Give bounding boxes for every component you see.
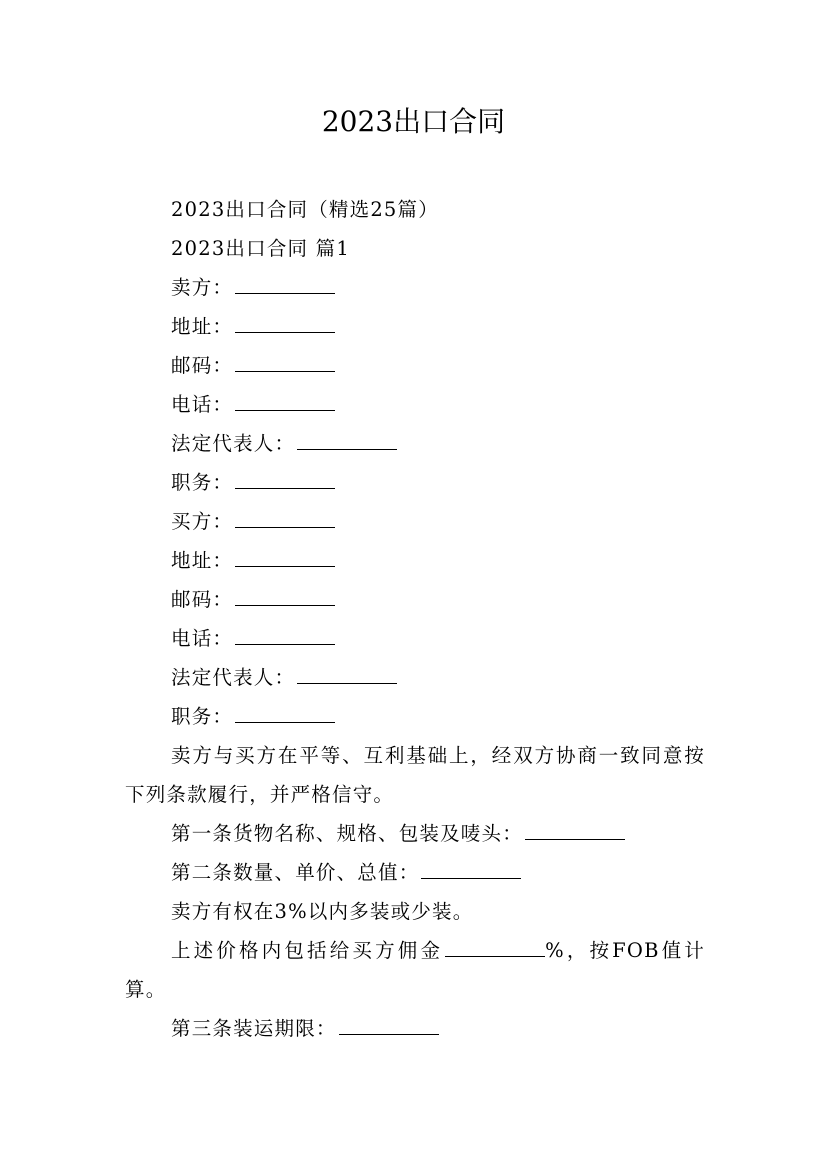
- seller-address-field: [125, 307, 705, 346]
- field-label: 职务：: [171, 705, 234, 728]
- field-label: 邮码：: [171, 354, 234, 377]
- field-label: 地址：: [171, 549, 234, 572]
- commission-paragraph: [125, 931, 705, 1009]
- document-subtitle: 2023出口合同（精选25篇）: [171, 198, 439, 221]
- fill-in-blank: [235, 370, 335, 372]
- field-label: 卖方：: [171, 276, 234, 299]
- field-label: 邮码：: [171, 588, 234, 611]
- seller-position-field: [125, 463, 705, 502]
- seller-name-field: [125, 268, 705, 307]
- article-2-label: 第二条数量、单价、总值：: [171, 861, 420, 884]
- fill-in-blank: [339, 1033, 439, 1035]
- article-2: [125, 853, 705, 892]
- fill-in-blank: [235, 331, 335, 333]
- buyer-address-field: [125, 541, 705, 580]
- fill-in-blank: [421, 877, 521, 879]
- field-label: 法定代表人：: [171, 666, 296, 689]
- article-1: [125, 814, 705, 853]
- field-label: 电话：: [171, 627, 234, 650]
- buyer-phone-field: [125, 619, 705, 658]
- section-heading: 2023出口合同 篇1: [171, 237, 350, 260]
- article-3-label: 第三条装运期限：: [171, 1017, 337, 1040]
- fill-in-blank: [235, 487, 335, 489]
- fill-in-blank: [445, 955, 545, 957]
- commission-prefix: 上述价格内包括给买方佣金: [171, 939, 444, 962]
- seller-legal-rep-field: [125, 424, 705, 463]
- field-label: 法定代表人：: [171, 432, 296, 455]
- fill-in-blank: [235, 526, 335, 528]
- article-1-label: 第一条货物名称、规格、包装及唛头：: [171, 822, 523, 845]
- fill-in-blank: [235, 409, 335, 411]
- intro-paragraph: 卖方与买方在平等、互利基础上，经双方协商一致同意按下列条款履行，并严格信守。: [125, 744, 705, 806]
- field-label: 电话：: [171, 393, 234, 416]
- buyer-position-field: [125, 697, 705, 736]
- buyer-name-field: [125, 502, 705, 541]
- fill-in-blank: [297, 448, 397, 450]
- fill-in-blank: [297, 682, 397, 684]
- document-body: [125, 190, 705, 1048]
- document-title: 2023出口合同: [321, 105, 506, 138]
- seller-postcode-field: [125, 346, 705, 385]
- field-label: 买方：: [171, 510, 234, 533]
- field-label: 地址：: [171, 315, 234, 338]
- fill-in-blank: [235, 604, 335, 606]
- commission-suffix: %，按FOB值计算。: [125, 939, 705, 1001]
- buyer-legal-rep-field: [125, 658, 705, 697]
- fill-in-blank: [235, 292, 335, 294]
- field-label: 职务：: [171, 471, 234, 494]
- fill-in-blank: [235, 721, 335, 723]
- tolerance-clause: 卖方有权在3%以内多装或少装。: [171, 900, 474, 923]
- article-3: [125, 1009, 705, 1048]
- buyer-postcode-field: [125, 580, 705, 619]
- fill-in-blank: [235, 565, 335, 567]
- seller-phone-field: [125, 385, 705, 424]
- fill-in-blank: [235, 643, 335, 645]
- fill-in-blank: [525, 838, 625, 840]
